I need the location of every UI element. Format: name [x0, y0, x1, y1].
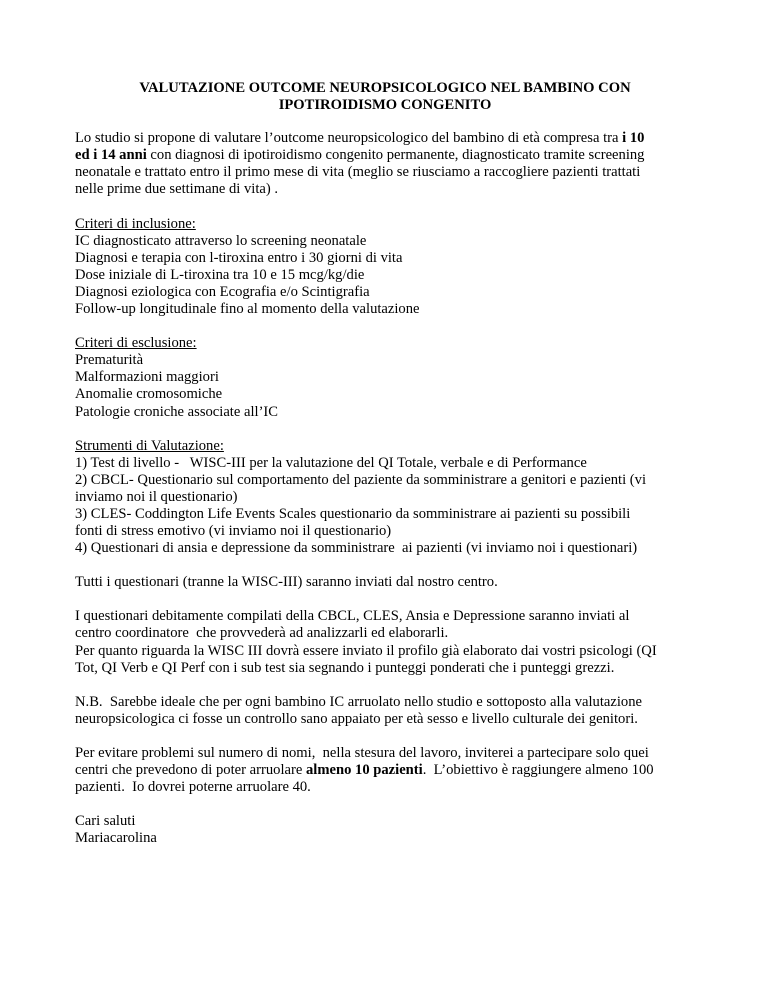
all-questionnaires-paragraph: Tutti i questionari (tranne la WISC-III) saranno inviati dal nostro centro.: [75, 574, 498, 591]
compiled-line-3: Per quanto riguarda la WISC III dovrà essere inviato il profilo già elaborato dai vostri psicologi (QI: [75, 642, 657, 659]
nb-paragraph: [75, 694, 695, 728]
tools-section: [75, 438, 695, 558]
signature: Mariacarolina: [75, 830, 157, 847]
exclusion-item: Anomalie cromosomiche: [75, 386, 223, 403]
inclusion-section: [75, 216, 695, 319]
enrollment-line-1: Per evitare problemi sul numero di nomi, nella stesura del lavoro, inviterei a partecipare solo quei: [75, 744, 649, 761]
exclusion-heading: Criteri di esclusione:: [75, 335, 197, 352]
enrollment-min-bold: almeno 10 pazienti: [305, 762, 423, 778]
document-title: [75, 80, 695, 114]
title-line-1: VALUTAZIONE OUTCOME NEUROPSICOLOGICO NEL BAMBINO CON: [139, 80, 631, 96]
inclusion-heading: Criteri di inclusione:: [75, 215, 196, 232]
inclusion-item: Dose iniziale di L-tiroxina tra 10 e 15 mcg/kg/die: [75, 266, 365, 283]
tools-heading: Strumenti di Valutazione:: [75, 437, 224, 454]
enrollment-text: . L’obiettivo è raggiungere almeno 100: [422, 762, 654, 778]
closing-greeting: Cari saluti: [75, 813, 136, 830]
intro-age-bold: ed i 14 anni: [75, 147, 147, 164]
compiled-questionnaires-paragraph: [75, 608, 695, 676]
enrollment-paragraph: [75, 745, 695, 796]
closing: [75, 813, 695, 847]
compiled-line-2: centro coordinatore che provvederà ad analizzarli ed elaborarli.: [75, 625, 449, 642]
title-line-2: IPOTIROIDISMO CONGENITO: [278, 97, 492, 114]
intro-line-3: neonatale e trattato entro il primo mese di vita (meglio se riusciamo a raccogliere pazienti trattati: [75, 164, 641, 181]
intro-age-bold: i 10: [622, 130, 645, 147]
tools-line: inviamo noi il questionario): [75, 488, 238, 505]
tools-line: 1) Test di livello - WISC-III per la valutazione del QI Totale, verbale e di Performance: [75, 454, 587, 471]
exclusion-item: Malformazioni maggiori: [75, 369, 219, 386]
inclusion-item: Follow-up longitudinale fino al momento della valutazione: [75, 301, 420, 318]
exclusion-item: Patologie croniche associate all’IC: [75, 403, 279, 420]
intro-text: con diagnosi di ipotiroidismo congenito permanente, diagnosticato tramite screening: [146, 147, 645, 164]
inclusion-item: Diagnosi eziologica con Ecografia e/o Scintigrafia: [75, 283, 370, 300]
exclusion-section: [75, 335, 695, 420]
intro-line-2: [75, 147, 695, 164]
exclusion-item: Prematurità: [75, 352, 144, 369]
inclusion-item: IC diagnosticato attraverso lo screening neonatale: [75, 232, 367, 249]
document-page: [75, 80, 695, 847]
nb-line-2: neuropsicologica ci fosse un controllo sano appaiato per età sesso e livello culturale dei genitori.: [75, 710, 638, 727]
tools-line: fonti di stress emotivo (vi inviamo noi il questionario): [75, 523, 392, 540]
tools-line: 4) Questionari di ansia e depressione da somministrare ai pazienti (vi inviamo noi i questionari): [75, 540, 638, 557]
compiled-line-1: I questionari debitamente compilati della CBCL, CLES, Ansia e Depressione saranno inviati al: [75, 608, 630, 625]
intro-line-4: nelle prime due settimane di vita) .: [75, 181, 279, 198]
enrollment-line-3: pazienti. Io dovrei poterne arruolare 40.: [75, 779, 311, 796]
compiled-line-4: Tot, QI Verb e QI Perf con i sub test sia segnando i punteggi ponderati che i punteggi grezzi.: [75, 659, 615, 676]
tools-line: 2) CBCL- Questionario sul comportamento del paziente da somministrare a genitori e pazienti (vi: [75, 471, 647, 488]
nb-line-1: N.B. Sarebbe ideale che per ogni bambino IC arruolato nello studio e sottoposto alla valutazione: [75, 693, 642, 710]
inclusion-item: Diagnosi e terapia con l-tiroxina entro i 30 giorni di vita: [75, 249, 403, 266]
enrollment-text: centri che prevedono di poter arruolare: [75, 762, 306, 778]
intro-text: Lo studio si propone di valutare l’outcome neuropsicologico del bambino di età compresa tra: [75, 130, 623, 147]
intro-line-1: [75, 130, 695, 147]
tools-line: 3) CLES- Coddington Life Events Scales questionario da somministrare ai pazienti su possibili: [75, 505, 631, 522]
enrollment-line-2: [75, 762, 695, 779]
intro-paragraph: [75, 130, 695, 198]
